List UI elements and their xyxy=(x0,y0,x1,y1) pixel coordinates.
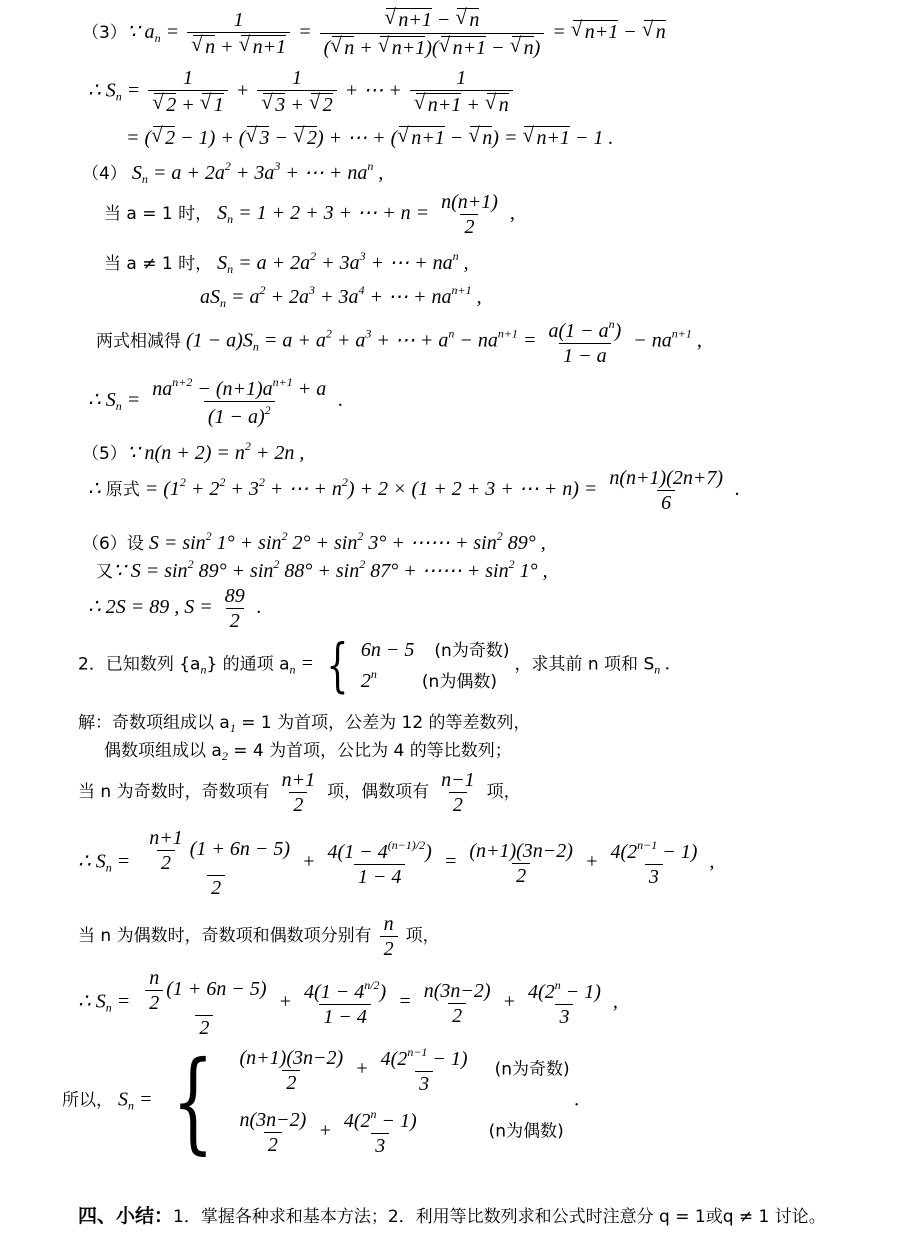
n-odd-line: 当 n 为奇数时，奇数项有 $\frac{n+1}{2}$ 项，偶数项有 $\frac{n-1}{2}$ 项， xyxy=(78,769,521,816)
sn-even: ∴ $S_n$ = $\frac{n}{2}$ (1 + 6n − 5) 2 + $\frac{4(1 - 4^{n/2})}{1 - 4}$ = $\frac{n(3n-2)}{2}$ + $\frac{4(2^n - 1)}{3}$ , xyxy=(78,967,618,1039)
line-4-result: ∴ $S_n$ = $\frac{na^{n+2} - (n+1)a^{n+1} + a}{(1 - a)^2}$ . xyxy=(88,375,344,428)
line-4-a1: 当 a = 1 时， $S_n = 1 + 2 + 3$ + ⋯ + n = $\frac{n(n+1)}{2}$ , xyxy=(104,191,515,238)
solution-line-1: 解：奇数项组成以 $a_1 = 1$ 为首项，公差为 12 的等差数列， xyxy=(78,713,531,735)
line-4-asn: $aS_n = a^2 + 2a^3 + 3a^4$ + ⋯ + $na^{n+1}$ , xyxy=(200,283,482,310)
line-6-result: ∴ 2S = 89 , S = $\frac{89}{2}$ . xyxy=(88,585,262,632)
line-5-result: ∴ 原式 = ($1^2 + 2^2 + 3^2$ + ⋯ + $n^2) + 2 \times (1 + 2 + 3$ + ⋯ + n) = $\frac{n(n+1)(2n+7)}{6}$ . xyxy=(88,467,740,514)
line-6-also: 又∵ $S = \sin^2 89^\circ + \sin^2 88^\circ + \sin^2 87^\circ$ + ⋯⋯ + $\sin^2 1^\circ$ , xyxy=(96,557,548,582)
line-3-sn: ∴ $S_n$ = 1 √ 2 + √ 1 + 1 √ 3 + √ 2 + ⋯ + 1 √ n+1 + √ n xyxy=(88,68,516,116)
final-cases: 所以， $S_n$ = { $\frac{(n+1)(3n-2)}{2}$ + $\frac{4(2^{n-1} - 1)}{3}$ (n为奇数) $\frac{n(3n-2)}{2}$ + $\frac{4(2^n - 1)}{3}$ (n为偶数) . xyxy=(62,1037,580,1165)
line-3-result: = (√ 2 − 1) + (√ 3 − √ 2) + ⋯ + (√ n+1 − √ n) = √ n+1 − 1 . xyxy=(126,126,613,149)
sn-odd: ∴ $S_n$ = $\frac{n+1}{2}$ (1 + 6n − 5) 2 + $\frac{4(1 - 4^{(n-1)/2})}{1 - 4}$ = $\frac{(n+1)(3n-2)}{2}$ + $\frac{4(2^{n-1} - 1)}{3}$ , xyxy=(78,827,715,899)
line-6-s: （6）设 $S = \sin^2 1^\circ + \sin^2 2^\circ + \sin^2 3^\circ$ + ⋯⋯ + $\sin^2 89^\circ$ , xyxy=(82,529,546,554)
line-4-subtract: 两式相减得 $(1 - a)S_n = a + a^2 + a^3$ + ⋯ + $a^n - na^{n+1}$ = $\frac{a(1 - a^n)}{1 - a}$ − $na^{n+1}$ , xyxy=(96,317,702,367)
line-5: （5）∵ $n(n + 2) = n^2 + 2n$ , xyxy=(82,439,305,464)
summary: 四、小结：1．掌握各种求和基本方法；2．利用等比数列求和公式时注意分 q = 1或q ≠ 1 讨论。 xyxy=(78,1205,826,1227)
line-4-ane1: 当 a ≠ 1 时， $S_n = a + 2a^2 + 3a^3$ + ⋯ + $na^n$ , xyxy=(104,249,469,276)
problem-2: 2．已知数列 $\{a_n\}$ 的通项 $a_n$ = { 6n − 5 (n为奇数) 2$^n$ (n为偶数) ，求其前 n 项和 $S_n$ . xyxy=(78,631,671,699)
line-4-sn: （4） $S_n = a + 2a^2 + 3a^3$ + ⋯ + $na^n$ , xyxy=(82,159,384,186)
line-3-an: （3）∵ $a_n$ = 1 √ n + √ n+1 = √ $\frac{n+1 - √ n}{(√ n + √ n+1)(√ n+1 - √ n)}$ = √ n+1 − √ n xyxy=(82,8,666,59)
solution-line-2: 偶数项组成以 $a_2 = 4$ 为首项，公比为 4 的等比数列； xyxy=(104,741,512,763)
n-even-line: 当 n 为偶数时，奇数项和偶数项分别有 $\frac{n}{2}$ 项， xyxy=(78,913,440,960)
